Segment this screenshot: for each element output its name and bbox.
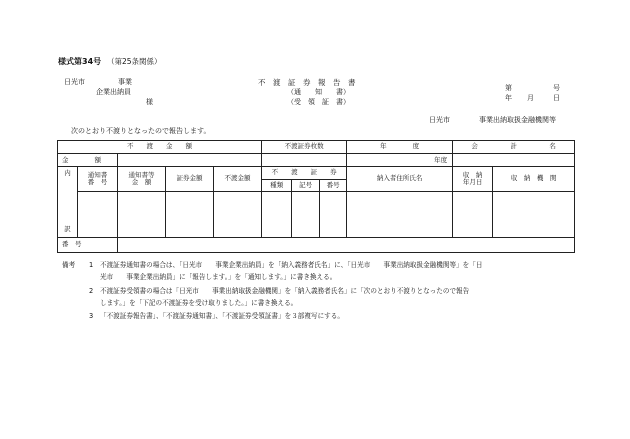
form-reference: （第25条関係） xyxy=(107,57,162,66)
cell-shuno-date[interactable] xyxy=(453,191,493,237)
cell-kaikei-value[interactable] xyxy=(453,154,575,167)
header-kigo: 記号 xyxy=(292,179,320,191)
cell-shurui[interactable] xyxy=(262,191,292,237)
header-shuno-date: 収 納 年月日 xyxy=(453,167,493,191)
addressee-role-2: 企業出納員 xyxy=(96,88,131,96)
cell-kingaku-value[interactable] xyxy=(118,154,262,167)
row-bango-label: 番 号 xyxy=(58,237,118,252)
addressee-role-1: 事業 xyxy=(118,78,132,86)
notes-label: 備考 xyxy=(62,261,76,269)
note-2-number: 2 xyxy=(89,287,94,295)
cell-nonyusha[interactable] xyxy=(347,191,453,237)
report-table xyxy=(57,140,575,253)
note-2-line-1: 不渡証券受領書の場合は「日光市 事業出納取扱金融機関」を「納入義務者氏名」に「次のとおり不渡りとなったので報告 xyxy=(100,287,470,295)
cell-kigo[interactable] xyxy=(292,191,320,237)
cell-shuno-kikan[interactable] xyxy=(493,191,575,237)
document-title-alt-notice: （通 知 書） xyxy=(287,88,350,96)
header-shurui: 種類 xyxy=(262,179,292,191)
uchiwake-spacer xyxy=(58,179,78,191)
note-1-line-2: 光市 事業企業出納員」に「報告します。」を「通知します。」に書き換える。 xyxy=(100,273,337,281)
date-year: 年 xyxy=(505,94,512,102)
header-shuno-kikan: 収 納 機 関 xyxy=(493,167,575,191)
form-number: 様式第34号 xyxy=(58,57,102,66)
doc-number-label: 第 xyxy=(505,84,512,92)
addressee-suffix: 様 xyxy=(146,98,153,106)
note-1-number: 1 xyxy=(89,261,94,269)
cell-bango[interactable] xyxy=(320,191,347,237)
uchiwake-top-label: 内 xyxy=(58,167,78,179)
note-3-line-1: 「不渡証券報告書」、「不渡証券通知書」、「不渡証券受領証書」を３部複写にする。 xyxy=(100,312,344,320)
cell-bango-value[interactable] xyxy=(118,237,575,252)
header-tsuchisho-kingaku: 通知書等 金 額 xyxy=(118,167,166,191)
intro-text: 次のとおり不渡りとなったので報告します。 xyxy=(71,127,211,135)
header-bango: 番号 xyxy=(320,179,347,191)
date-day: 日 xyxy=(553,94,560,102)
note-1-line-1: 不渡証券通知書の場合は、「日光市 事業企業出納員」を「納入義務者氏名」に、「日光市 事業出納取扱金融機関等」を「日 xyxy=(100,261,483,269)
header-fuwatari-kingaku: 不 渡 金 額 xyxy=(58,141,262,154)
note-3-number: 3 xyxy=(89,312,94,320)
header-kaikei-name: 会 計 名 xyxy=(453,141,575,154)
cell-shoken-kingaku[interactable] xyxy=(166,191,214,237)
cell-nendo-value[interactable]: 年度 xyxy=(347,154,453,167)
cell-fuwatari-kingaku[interactable] xyxy=(214,191,262,237)
header-fuwatari-shoken: 不 渡 証 券 xyxy=(262,167,347,179)
document-title: 不 渡 証 券 報 告 書 xyxy=(258,78,356,87)
header-shoken-kingaku: 証券金額 xyxy=(166,167,214,191)
cell-maisu-value[interactable] xyxy=(262,154,347,167)
header-tsuchisho-bango: 通知書 番 号 xyxy=(78,167,118,191)
cell-tsuchisho-bango[interactable] xyxy=(78,191,118,237)
row-kingaku-label: 金 額 xyxy=(58,154,118,167)
sender-organization: 事業出納取扱金融機関等 xyxy=(479,116,556,124)
header-fuwatari-shoken-maisu: 不渡証券枚数 xyxy=(262,141,347,154)
doc-number-suffix: 号 xyxy=(553,84,560,92)
note-2-line-2: します。」を「下記の不渡証券を受け取りました。」に書き換える。 xyxy=(100,299,298,307)
document-title-alt-receipt: （受 領 証 書） xyxy=(287,98,350,106)
addressee-city: 日光市 xyxy=(64,78,85,86)
header-nendo: 年 度 xyxy=(347,141,453,154)
sender-city: 日光市 xyxy=(429,116,450,124)
uchiwake-bottom-label: 訳 xyxy=(58,191,78,237)
cell-tsuchisho-kingaku[interactable] xyxy=(118,191,166,237)
date-month: 月 xyxy=(527,94,534,102)
header-nonyusha: 納入者住所氏名 xyxy=(347,167,453,191)
header-fuwatari-kingaku-small: 不渡金額 xyxy=(214,167,262,191)
